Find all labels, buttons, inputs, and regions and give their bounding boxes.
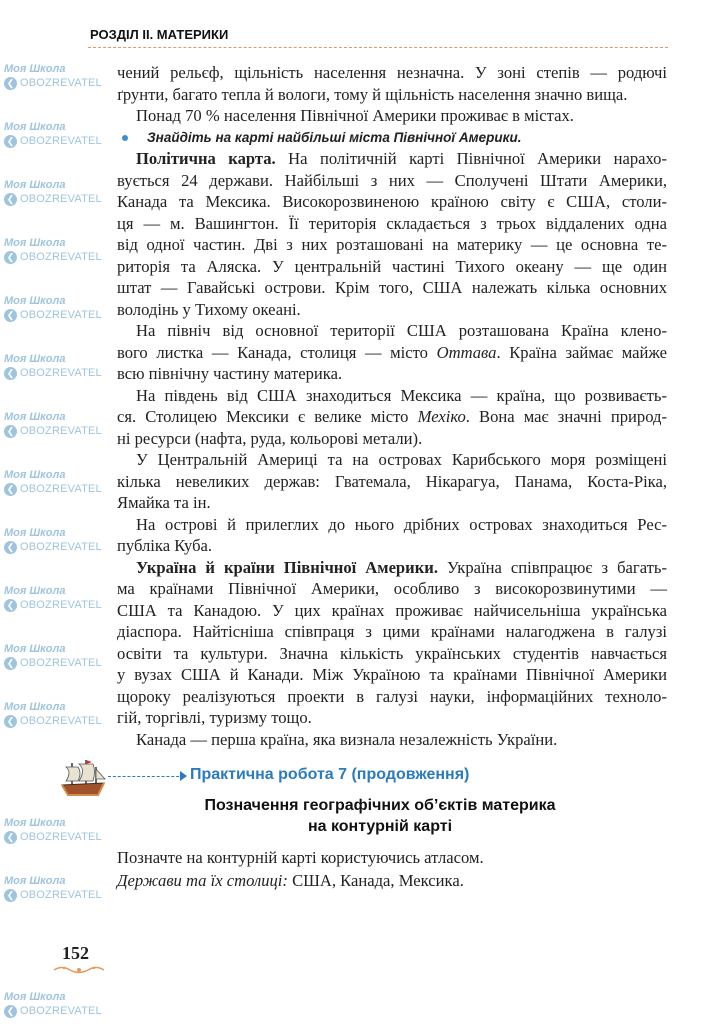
watermark-brand-row — [4, 308, 108, 322]
watermark-logo-icon: ❮ — [4, 77, 17, 90]
watermark-text: OBOZREVATEL — [20, 193, 102, 205]
watermark-text: Моя Школа — [4, 991, 66, 1003]
text-line — [117, 686, 667, 708]
watermark-text: Моя Школа — [4, 875, 66, 887]
watermark-brand-row — [4, 192, 108, 206]
section-header: РОЗДІЛ ІІ. МАТЕРИКИ — [90, 27, 229, 42]
task-title-line: на контурній карті — [307, 818, 453, 835]
text-line — [117, 621, 667, 643]
text-line — [117, 707, 667, 729]
text-line — [117, 234, 667, 256]
watermark-logo-icon: ❮ — [4, 657, 17, 670]
watermark-brand-row — [4, 598, 108, 612]
watermark-text: Моя Школа — [4, 411, 66, 423]
watermark-brand-row — [4, 656, 108, 670]
text-segment: від одної частин. Дві з них розташовані на материку — це основна те- — [117, 235, 667, 254]
text-segment: всю північну частину материка. — [117, 364, 343, 383]
text-line — [117, 62, 667, 84]
watermark-text: OBOZREVATEL — [20, 483, 102, 495]
text-line — [117, 299, 667, 321]
watermark-text: OBOZREVATEL — [20, 889, 102, 901]
text-segment: освіти та культури. Значна кількість українських студентів навчається — [117, 643, 667, 663]
page-number: 152 — [62, 943, 89, 963]
text-line — [117, 84, 667, 106]
watermark-brand-row — [4, 134, 108, 148]
task-title-line: Позначення географічних об’єктів материка — [204, 797, 556, 814]
watermark-logo-icon: ❮ — [4, 367, 17, 380]
text-segment: гій, торгівлі, туризму тощо. — [117, 708, 312, 727]
italic-term: Оттава — [436, 342, 497, 362]
bold-term: Політична карта. — [136, 149, 276, 168]
watermark-logo-icon: ❮ — [4, 135, 17, 148]
watermark — [4, 120, 108, 148]
text-line — [117, 213, 667, 235]
ship-icon — [58, 757, 108, 801]
text-segment: ґрунти, багато тепла й вологи, тому й щільність населення значно вища. — [117, 84, 628, 104]
watermark — [4, 642, 108, 670]
watermark-text: OBOZREVATEL — [20, 831, 102, 843]
watermark-text: OBOZREVATEL — [20, 367, 102, 379]
bold-term: Україна й країни Північної Америки. — [136, 557, 438, 577]
watermark-text: OBOZREVATEL — [20, 135, 102, 147]
text-segment: Знайдіть на карті найбільші міста Північної Америки. — [147, 129, 522, 145]
watermark — [4, 584, 108, 612]
watermark-brand-row — [4, 540, 108, 554]
text-line — [117, 342, 667, 364]
text-line — [117, 535, 667, 557]
text-segment: . Країна займає майже — [496, 342, 667, 362]
watermark-text: OBOZREVATEL — [20, 251, 102, 263]
watermark-text: OBOZREVATEL — [20, 541, 102, 553]
watermark-brand-row — [4, 888, 108, 902]
text-line — [117, 471, 667, 493]
text-segment: вого листка — Канада, столиця — місто — [117, 342, 437, 362]
watermark — [4, 990, 108, 1018]
text-segment: ні ресурси (нафта, руда, кольорові метали). — [117, 428, 423, 448]
text-line — [117, 557, 667, 579]
watermark-text: Моя Школа — [4, 817, 66, 829]
watermark-brand-row — [4, 424, 108, 438]
text-line — [117, 578, 667, 600]
text-segment: США та Канадою. У цих країнах проживає найчисельніша українська — [117, 600, 667, 620]
text-segment: діаспора. Найтісніша співпраця з цими країнами налагоджена в галузі — [117, 622, 667, 641]
ornament-icon — [52, 965, 106, 975]
text-line — [117, 600, 667, 622]
watermark-logo-icon: ❮ — [4, 425, 17, 438]
task-states — [117, 869, 484, 892]
watermark-brand-row — [4, 830, 108, 844]
text-segment: Україна співпрацює з багать- — [438, 557, 668, 577]
watermark — [4, 178, 108, 206]
text-segment: На південь від США знаходиться Мексика — країна, що розвиваєть- — [136, 385, 667, 405]
text-line — [117, 428, 667, 450]
text-segment: володінь у Тихому океані. — [117, 299, 301, 319]
watermark — [4, 352, 108, 380]
watermark-logo-icon: ❮ — [4, 599, 17, 612]
text-segment: На північ від основної території США розташована Країна клено- — [136, 321, 667, 340]
text-segment: чений рельєф, щільність населення незначна. У зоні степів — родючі — [117, 63, 667, 82]
watermark — [4, 410, 108, 438]
header-divider — [88, 47, 668, 48]
text-segment: Понад 70 % населення Північної Америки проживає в містах. — [136, 106, 574, 125]
watermark-logo-icon: ❮ — [4, 831, 17, 844]
watermark-text: OBOZREVATEL — [20, 77, 102, 89]
watermark-text: OBOZREVATEL — [20, 425, 102, 437]
watermark-logo-icon: ❮ — [4, 309, 17, 322]
states-label: Держави та їх столиці: — [117, 871, 288, 890]
states-list: США, Канада, Мексика. — [287, 871, 464, 890]
text-line — [117, 170, 667, 192]
text-line — [117, 363, 667, 385]
watermark-brand-row — [4, 76, 108, 90]
text-segment: . Вона має значні природ- — [465, 407, 667, 426]
watermark — [4, 62, 108, 90]
watermark-brand-row — [4, 482, 108, 496]
watermark-logo-icon: ❮ — [4, 889, 17, 902]
watermark-text: OBOZREVATEL — [20, 599, 102, 611]
watermark-text: OBOZREVATEL — [20, 309, 102, 321]
text-segment: На політичній карті Північної Америки нарахо- — [275, 149, 667, 168]
watermark-logo-icon: ❮ — [4, 715, 17, 728]
watermark — [4, 294, 108, 322]
watermark-text: Моя Школа — [4, 643, 66, 655]
watermark-logo-icon: ❮ — [4, 193, 17, 206]
watermark-logo-icon: ❮ — [4, 483, 17, 496]
text-segment: ця — м. Вашингтон. Її територія складається з трьох віддалених одна — [117, 213, 667, 233]
watermark-logo-icon: ❮ — [4, 251, 17, 264]
text-segment: риторія та Аляска. У центральній частині Тихого океану — ще один — [117, 256, 667, 276]
watermark-text: Моя Школа — [4, 527, 66, 539]
text-line — [117, 514, 667, 536]
text-line — [117, 148, 667, 170]
practical-work-heading — [190, 765, 469, 784]
text-segment: публіка Куба. — [117, 536, 213, 555]
watermark-text: Моя Школа — [4, 179, 66, 191]
watermark-text: Моя Школа — [4, 237, 66, 249]
watermark — [4, 468, 108, 496]
text-segment: Канада — перша країна, яка визнала незалежність України. — [136, 729, 558, 749]
watermark — [4, 700, 108, 728]
text-segment: штат — Гавайські острови. Крім того, США належать кілька основних — [117, 278, 667, 297]
practical-heading-text: Практична робота 7 (продовження) — [190, 766, 470, 783]
text-line — [117, 406, 667, 428]
text-segment: кілька невеликих держав: Гватемала, Нікарагуа, Панама, Коста-Ріка, — [117, 471, 667, 491]
watermark-logo-icon: ❮ — [4, 1005, 17, 1018]
text-line — [117, 320, 667, 342]
italic-term: Мехіко — [417, 407, 466, 426]
watermark-brand-row — [4, 366, 108, 380]
text-line — [117, 449, 667, 471]
watermark-text: Моя Школа — [4, 701, 66, 713]
practical-dashed-line — [108, 776, 184, 777]
watermark-brand-row — [4, 1004, 108, 1018]
watermark-text: Моя Школа — [4, 469, 66, 481]
body-text — [117, 62, 667, 750]
watermark-text: Моя Школа — [4, 63, 66, 75]
watermark-text: OBOZREVATEL — [20, 1005, 102, 1017]
text-line — [117, 643, 667, 665]
text-line — [117, 664, 667, 686]
text-line — [117, 729, 667, 751]
text-segment: На острові й прилеглих до нього дрібних островах знаходиться Рес- — [136, 514, 667, 534]
watermark-brand-row — [4, 714, 108, 728]
watermark-text: Моя Школа — [4, 353, 66, 365]
text-segment: ма країнами Північної Америки, особливо з високорозвинутими — — [117, 579, 667, 598]
text-segment: Ямайка та ін. — [117, 493, 211, 512]
watermark-text: OBOZREVATEL — [20, 657, 102, 669]
text-line — [117, 256, 667, 278]
text-segment: щороку реалізуються проекти в галузі науки, інформаційних техноло- — [117, 686, 667, 706]
text-segment: ся. Столицею Мексики є велике місто — [117, 407, 418, 426]
arrow-icon — [180, 771, 187, 781]
task-instruction: Позначте на контурній карті користуючись атласом. — [117, 848, 484, 867]
watermark-text: Моя Школа — [4, 295, 66, 307]
watermark — [4, 874, 108, 902]
text-segment: Канада та Мексика. Високорозвиненою країною світу є США, столи- — [117, 192, 667, 211]
watermark — [4, 816, 108, 844]
text-line — [117, 191, 667, 213]
text-line — [117, 105, 667, 127]
text-segment: у вузах США й Канади. Між Україною та країнами Північної Америки — [117, 665, 667, 684]
text-line — [117, 277, 667, 299]
text-segment: У Центральній Америці та на островах Карибського моря розміщені — [136, 450, 667, 469]
task-note — [117, 127, 667, 149]
watermark — [4, 526, 108, 554]
watermark-text: OBOZREVATEL — [20, 715, 102, 727]
text-line — [117, 492, 667, 514]
watermark-logo-icon: ❮ — [4, 541, 17, 554]
text-segment: вується 24 держави. Найбільші з них — Сполучені Штати Америки, — [117, 170, 667, 190]
task-title — [150, 795, 610, 837]
watermark-brand-row — [4, 250, 108, 264]
watermark-text: Моя Школа — [4, 585, 66, 597]
text-line — [117, 385, 667, 407]
watermark — [4, 236, 108, 264]
watermark-text: Моя Школа — [4, 121, 66, 133]
task-body — [117, 846, 484, 892]
